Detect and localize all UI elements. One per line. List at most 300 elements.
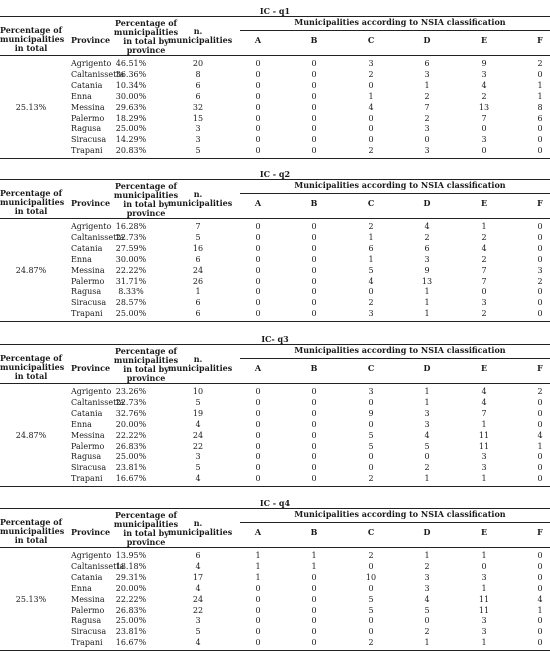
class-D-value: 3 (424, 583, 430, 593)
class-D-value: 2 (424, 232, 430, 242)
header-pct-province: province (126, 45, 166, 55)
class-A-value: 0 (255, 287, 261, 297)
class-C-value: 2 (368, 551, 374, 560)
province-name: Caltanissetta (71, 561, 125, 571)
header-pct-total: Percentage of (0, 25, 63, 35)
class-E-value: 2 (481, 309, 487, 319)
n-municipalities-value: 24 (192, 430, 204, 440)
pct-province-value: 18.18% (115, 561, 147, 571)
header-pct-province: province (126, 208, 166, 218)
class-F-value: 0 (537, 232, 543, 242)
province-name: Catania (71, 80, 103, 90)
class-C-value: 6 (368, 243, 374, 253)
province-name: Palermo (71, 276, 105, 286)
pct-province-value: 29.63% (115, 102, 147, 112)
header-pct-total: Percentage of (0, 188, 63, 198)
pct-province-value: 20.83% (115, 146, 147, 156)
class-F-value: 2 (537, 59, 543, 68)
class-E-value: 11 (478, 441, 490, 451)
class-F-value: 6 (537, 113, 543, 123)
header-nsia: Municipalities according to NSIA classification (294, 17, 506, 27)
n-municipalities-value: 5 (195, 397, 201, 407)
class-E-value: 3 (481, 627, 487, 637)
table-block (0, 0, 550, 160)
header-pct-province: municipalities (113, 27, 179, 37)
class-C-value: 2 (368, 298, 374, 308)
n-municipalities-value: 5 (195, 146, 201, 156)
class-F-value: 0 (537, 463, 543, 473)
class-A-value: 0 (255, 419, 261, 429)
pct-province-value: 22.73% (115, 397, 147, 407)
province-name: Agrigento (71, 59, 112, 68)
class-D-value: 2 (424, 91, 430, 101)
header-rule (0, 547, 550, 548)
class-F-value: 0 (537, 146, 543, 156)
province-name: Enna (71, 419, 92, 429)
class-E-value: 0 (481, 561, 487, 571)
bottom-rule (0, 321, 550, 322)
header-province: Province (71, 198, 111, 208)
province-name: Enna (71, 91, 92, 101)
class-C-value: 5 (368, 430, 374, 440)
pct-province-value: 30.00% (115, 91, 147, 101)
class-A-value: 1 (255, 551, 261, 560)
class-B-value: 0 (311, 69, 317, 79)
class-F-value: 0 (537, 583, 543, 593)
class-F-value: 0 (537, 243, 543, 253)
class-A-value: 0 (255, 276, 261, 286)
class-F-value: 4 (537, 594, 543, 604)
header-pct-province: province (126, 373, 166, 383)
class-D-value: 3 (424, 254, 430, 264)
class-A-value: 0 (255, 616, 261, 626)
province-name: Palermo (71, 605, 105, 615)
header-pct-total: municipalities (0, 34, 65, 44)
class-E-value: 1 (481, 419, 487, 429)
class-A-value: 0 (255, 397, 261, 407)
header-rule (0, 55, 550, 56)
header-province: Province (71, 35, 111, 45)
class-A-value: 0 (255, 265, 261, 275)
header-class-E: E (480, 363, 488, 373)
pct-province-value: 16.67% (115, 638, 147, 648)
class-B-value: 0 (311, 452, 317, 462)
class-B-value: 0 (311, 254, 317, 264)
class-D-value: 1 (424, 287, 430, 297)
class-F-value: 0 (537, 474, 543, 484)
class-E-value: 3 (481, 616, 487, 626)
class-B-value: 0 (311, 124, 317, 134)
province-name: Messina (71, 265, 105, 275)
class-F-value: 3 (537, 265, 543, 275)
class-B-value: 0 (311, 387, 317, 396)
class-C-value: 0 (368, 419, 374, 429)
class-D-value: 1 (424, 638, 430, 648)
header-n: municipalities (168, 527, 233, 537)
class-F-value: 1 (537, 441, 543, 451)
header-pct-province: municipalities (113, 355, 179, 365)
class-C-value: 4 (368, 102, 374, 112)
class-E-value: 1 (481, 638, 487, 648)
header-province: Province (71, 527, 111, 537)
class-B-value: 0 (311, 430, 317, 440)
header-class-A: A (254, 198, 262, 208)
class-D-value: 2 (424, 463, 430, 473)
class-D-value: 9 (424, 265, 430, 275)
pct-province-value: 22.22% (115, 594, 147, 604)
header-pct-total: in total (14, 206, 48, 216)
header-n: municipalities (168, 35, 233, 45)
province-name: Trapani (71, 146, 103, 156)
class-D-value: 1 (424, 309, 430, 319)
class-C-value: 0 (368, 463, 374, 473)
pct-province-value: 20.00% (115, 583, 147, 593)
class-D-value: 6 (424, 59, 430, 68)
header-class-A: A (254, 35, 262, 45)
class-B-value: 1 (311, 551, 317, 560)
n-municipalities-value: 4 (195, 583, 201, 593)
class-D-value: 4 (424, 594, 430, 604)
header-class-C: C (367, 527, 375, 537)
pct-province-value: 26.83% (115, 605, 147, 615)
class-F-value: 0 (537, 397, 543, 407)
header-pct-province: municipalities (113, 519, 179, 529)
pct-province-value: 32.76% (115, 408, 147, 418)
pct-total-value: 25.13% (15, 102, 47, 112)
class-C-value: 1 (368, 91, 374, 101)
province-name: Messina (71, 102, 105, 112)
class-F-value: 0 (537, 69, 543, 79)
n-municipalities-value: 4 (195, 419, 201, 429)
pct-province-value: 23.81% (115, 627, 147, 637)
pct-province-value: 25.00% (115, 616, 147, 626)
province-name: Siracusa (71, 135, 107, 145)
class-A-value: 0 (255, 627, 261, 637)
header-n: n. (193, 189, 203, 199)
province-name: Ragusa (71, 287, 102, 297)
class-D-value: 7 (424, 102, 430, 112)
province-name: Caltanissetta (71, 69, 125, 79)
header-pct-province: Percentage of (114, 18, 177, 28)
class-A-value: 0 (255, 146, 261, 156)
class-C-value: 0 (368, 80, 374, 90)
class-D-value: 1 (424, 397, 430, 407)
n-municipalities-value: 24 (192, 594, 204, 604)
bottom-rule (0, 650, 550, 651)
header-rule (0, 383, 550, 384)
header-pct-province: in total by (123, 199, 169, 209)
header-pct-total: municipalities (0, 362, 65, 372)
class-E-value: 1 (481, 222, 487, 231)
class-B-value: 0 (311, 474, 317, 484)
pct-province-value: 8.33% (118, 287, 144, 297)
class-F-value: 1 (537, 605, 543, 615)
header-class-F: F (537, 35, 543, 45)
table-block (0, 328, 550, 488)
group-rule (240, 522, 550, 523)
class-C-value: 5 (368, 441, 374, 451)
n-municipalities-value: 19 (192, 408, 204, 418)
header-pct-total: municipalities (0, 526, 65, 536)
class-A-value: 0 (255, 222, 261, 231)
table-title: IC- q3 (261, 334, 289, 344)
class-C-value: 2 (368, 146, 374, 156)
n-municipalities-value: 6 (195, 91, 201, 101)
class-A-value: 0 (255, 80, 261, 90)
n-municipalities-value: 22 (192, 441, 204, 451)
class-C-value: 1 (368, 232, 374, 242)
n-municipalities-value: 4 (195, 474, 201, 484)
class-E-value: 0 (481, 124, 487, 134)
class-D-value: 3 (424, 146, 430, 156)
class-A-value: 0 (255, 298, 261, 308)
pct-province-value: 18.29% (115, 113, 147, 123)
class-B-value: 0 (311, 287, 317, 297)
class-A-value: 0 (255, 102, 261, 112)
n-municipalities-value: 3 (195, 135, 201, 145)
pct-province-value: 10.34% (115, 80, 147, 90)
class-C-value: 5 (368, 265, 374, 275)
header-pct-province: in total by (123, 36, 169, 46)
class-B-value: 0 (311, 463, 317, 473)
header-pct-province: Percentage of (114, 510, 177, 520)
header-class-C: C (367, 35, 375, 45)
class-F-value: 2 (537, 276, 543, 286)
province-name: Ragusa (71, 452, 102, 462)
table-title: IC - q2 (259, 169, 291, 179)
n-municipalities-value: 7 (195, 222, 201, 231)
class-E-value: 11 (478, 605, 490, 615)
class-A-value: 0 (255, 441, 261, 451)
class-C-value: 0 (368, 113, 374, 123)
group-rule (240, 193, 550, 194)
pct-province-value: 36.36% (115, 69, 147, 79)
class-E-value: 1 (481, 551, 487, 560)
n-municipalities-value: 3 (195, 452, 201, 462)
class-C-value: 3 (368, 59, 374, 68)
class-A-value: 0 (255, 124, 261, 134)
class-A-value: 0 (255, 463, 261, 473)
header-class-F: F (537, 527, 543, 537)
class-E-value: 3 (481, 135, 487, 145)
province-name: Catania (71, 408, 103, 418)
class-C-value: 2 (368, 474, 374, 484)
header-pct-province: province (126, 537, 166, 547)
class-D-value: 3 (424, 572, 430, 582)
n-municipalities-value: 8 (195, 69, 201, 79)
class-C-value: 2 (368, 69, 374, 79)
province-name: Enna (71, 254, 92, 264)
header-class-B: B (310, 35, 318, 45)
province-name: Agrigento (71, 222, 112, 231)
class-A-value: 0 (255, 605, 261, 615)
header-nsia: Municipalities according to NSIA classification (294, 180, 506, 190)
header-pct-total: Percentage of (0, 517, 63, 527)
class-F-value: 0 (537, 551, 543, 560)
class-E-value: 2 (481, 254, 487, 264)
group-rule (240, 30, 550, 31)
province-name: Trapani (71, 474, 103, 484)
class-C-value: 5 (368, 605, 374, 615)
class-A-value: 0 (255, 474, 261, 484)
class-D-value: 1 (424, 551, 430, 560)
class-C-value: 0 (368, 397, 374, 407)
class-F-value: 0 (537, 561, 543, 571)
pct-province-value: 23.81% (115, 463, 147, 473)
header-class-A: A (254, 363, 262, 373)
class-F-value: 0 (537, 627, 543, 637)
class-C-value: 4 (368, 276, 374, 286)
header-nsia: Municipalities according to NSIA classification (294, 345, 506, 355)
class-C-value: 1 (368, 254, 374, 264)
n-municipalities-value: 24 (192, 265, 204, 275)
class-A-value: 0 (255, 309, 261, 319)
province-name: Ragusa (71, 616, 102, 626)
class-B-value: 0 (311, 222, 317, 231)
class-F-value: 0 (537, 222, 543, 231)
n-municipalities-value: 20 (192, 59, 204, 68)
province-name: Enna (71, 583, 92, 593)
class-D-value: 1 (424, 80, 430, 90)
class-E-value: 2 (481, 91, 487, 101)
class-B-value: 0 (311, 616, 317, 626)
class-E-value: 2 (481, 232, 487, 242)
class-E-value: 0 (481, 146, 487, 156)
class-B-value: 0 (311, 397, 317, 407)
bottom-rule (0, 486, 550, 487)
class-C-value: 3 (368, 387, 374, 396)
class-E-value: 7 (481, 276, 487, 286)
pct-province-value: 26.83% (115, 441, 147, 451)
n-municipalities-value: 3 (195, 124, 201, 134)
class-A-value: 0 (255, 594, 261, 604)
province-name: Agrigento (71, 387, 112, 396)
header-nsia: Municipalities according to NSIA classification (294, 509, 506, 519)
class-D-value: 3 (424, 124, 430, 134)
n-municipalities-value: 6 (195, 254, 201, 264)
header-pct-province: Percentage of (114, 181, 177, 191)
class-D-value: 4 (424, 430, 430, 440)
class-C-value: 3 (368, 309, 374, 319)
header-class-A: A (254, 527, 262, 537)
province-name: Trapani (71, 638, 103, 648)
class-E-value: 4 (481, 397, 487, 407)
header-class-C: C (367, 198, 375, 208)
province-name: Palermo (71, 441, 105, 451)
class-F-value: 0 (537, 408, 543, 418)
class-C-value: 10 (365, 572, 377, 582)
class-A-value: 0 (255, 254, 261, 264)
class-D-value: 0 (424, 452, 430, 462)
class-D-value: 0 (424, 616, 430, 626)
class-D-value: 6 (424, 243, 430, 253)
class-D-value: 13 (421, 276, 433, 286)
class-B-value: 0 (311, 583, 317, 593)
header-n: n. (193, 354, 203, 364)
class-B-value: 0 (311, 298, 317, 308)
group-rule (240, 358, 550, 359)
class-E-value: 4 (481, 80, 487, 90)
class-C-value: 9 (368, 408, 374, 418)
class-E-value: 7 (481, 408, 487, 418)
class-F-value: 0 (537, 616, 543, 626)
class-E-value: 1 (481, 583, 487, 593)
header-class-B: B (310, 363, 318, 373)
class-E-value: 3 (481, 463, 487, 473)
class-E-value: 7 (481, 113, 487, 123)
class-F-value: 1 (537, 80, 543, 90)
class-E-value: 3 (481, 572, 487, 582)
class-E-value: 11 (478, 594, 490, 604)
pct-province-value: 16.28% (115, 222, 147, 231)
class-A-value: 0 (255, 59, 261, 68)
class-A-value: 0 (255, 452, 261, 462)
class-E-value: 11 (478, 430, 490, 440)
n-municipalities-value: 1 (195, 287, 201, 297)
header-class-E: E (480, 527, 488, 537)
class-B-value: 0 (311, 91, 317, 101)
class-E-value: 4 (481, 243, 487, 253)
class-F-value: 8 (537, 102, 543, 112)
class-E-value: 9 (481, 59, 487, 68)
class-C-value: 5 (368, 594, 374, 604)
class-C-value: 0 (368, 135, 374, 145)
class-A-value: 0 (255, 583, 261, 593)
class-A-value: 0 (255, 430, 261, 440)
pct-province-value: 22.73% (115, 232, 147, 242)
n-municipalities-value: 32 (192, 102, 204, 112)
class-F-value: 0 (537, 572, 543, 582)
n-municipalities-value: 26 (192, 276, 204, 286)
class-F-value: 0 (537, 287, 543, 297)
pct-total-value: 25.13% (15, 594, 47, 604)
province-name: Siracusa (71, 298, 107, 308)
pct-total-value: 24.87% (15, 265, 47, 275)
province-name: Catania (71, 243, 103, 253)
class-E-value: 1 (481, 474, 487, 484)
class-D-value: 1 (424, 474, 430, 484)
class-D-value: 2 (424, 627, 430, 637)
class-F-value: 0 (537, 124, 543, 134)
header-pct-total: in total (14, 43, 48, 53)
class-B-value: 0 (311, 594, 317, 604)
n-municipalities-value: 15 (192, 113, 204, 123)
class-A-value: 0 (255, 408, 261, 418)
header-pct-total: Percentage of (0, 353, 63, 363)
n-municipalities-value: 3 (195, 616, 201, 626)
header-n: municipalities (168, 363, 233, 373)
class-E-value: 7 (481, 265, 487, 275)
class-E-value: 4 (481, 387, 487, 396)
header-province: Province (71, 363, 111, 373)
header-class-D: D (423, 35, 431, 45)
class-B-value: 0 (311, 408, 317, 418)
class-D-value: 3 (424, 419, 430, 429)
header-pct-province: Percentage of (114, 346, 177, 356)
province-name: Messina (71, 430, 105, 440)
class-E-value: 13 (478, 102, 490, 112)
n-municipalities-value: 5 (195, 463, 201, 473)
pct-province-value: 14.29% (115, 135, 147, 145)
class-B-value: 0 (311, 232, 317, 242)
class-B-value: 0 (311, 627, 317, 637)
n-municipalities-value: 5 (195, 232, 201, 242)
header-class-F: F (537, 198, 543, 208)
header-class-B: B (310, 198, 318, 208)
class-B-value: 0 (311, 605, 317, 615)
class-F-value: 0 (537, 254, 543, 264)
header-class-D: D (423, 198, 431, 208)
